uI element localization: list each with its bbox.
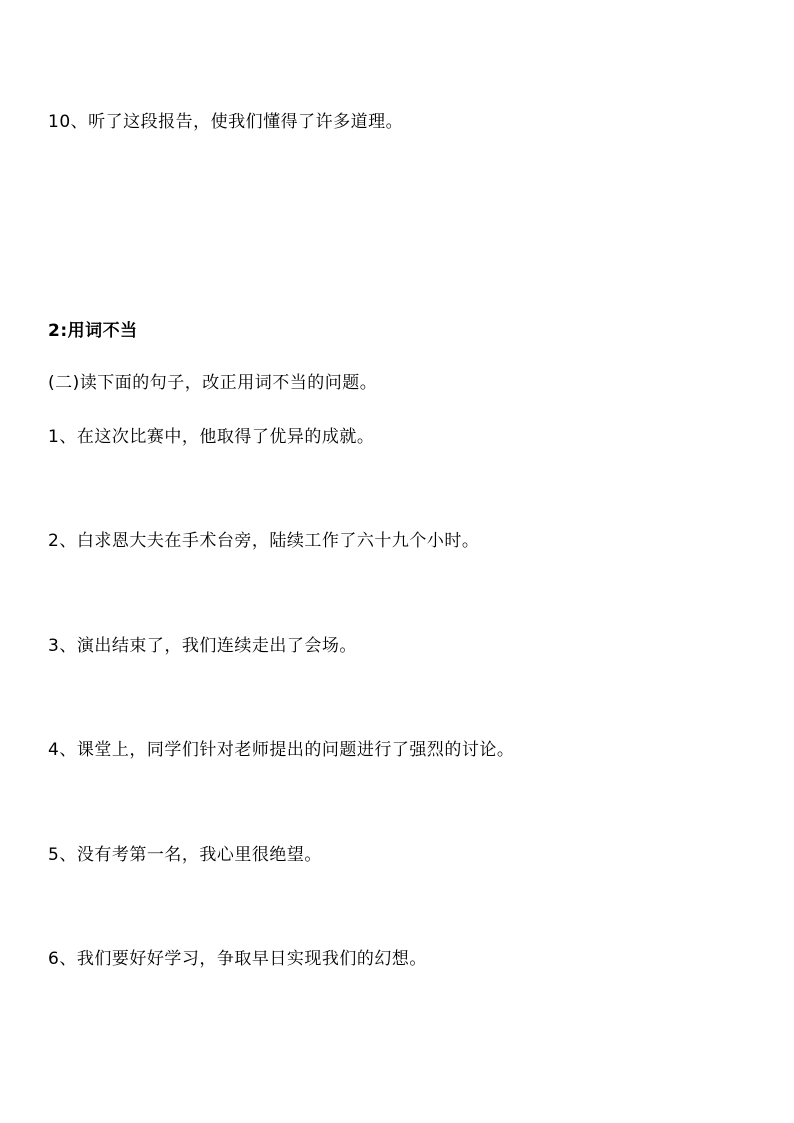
question-item-1: 1、在这次比赛中，他取得了优异的成就。 — [48, 427, 375, 447]
question-item-4: 4、课堂上，同学们针对老师提出的问题进行了强烈的讨论。 — [48, 740, 515, 760]
question-item-6: 6、我们要好好学习，争取早日实现我们的幻想。 — [48, 949, 427, 969]
question-item-5: 5、没有考第一名，我心里很绝望。 — [48, 845, 322, 865]
question-item-10: 10、听了这段报告，使我们懂得了许多道理。 — [48, 112, 404, 132]
question-item-2: 2、白求恩大夫在手术台旁，陆续工作了六十九个小时。 — [48, 531, 480, 551]
instruction-text: (二)读下面的句子，改正用词不当的问题。 — [48, 373, 378, 393]
section-heading: 2:用词不当 — [48, 321, 138, 341]
question-item-3: 3、演出结束了，我们连续走出了会场。 — [48, 636, 357, 656]
